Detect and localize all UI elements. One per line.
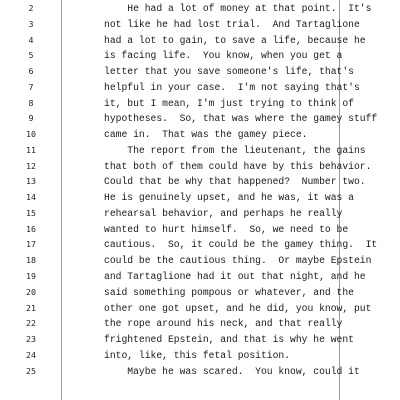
line-text: and Tartaglione had it out that night, and he <box>104 271 366 283</box>
line-number: 18 <box>26 255 36 266</box>
transcript-line <box>0 206 400 222</box>
transcript-line <box>0 301 400 317</box>
transcript-line <box>0 1 400 17</box>
line-number: 14 <box>26 192 36 203</box>
transcript-line <box>0 159 400 175</box>
line-text: could be the cautious thing. Or maybe Epstein <box>104 255 372 267</box>
line-number: 17 <box>26 239 36 250</box>
line-number: 19 <box>26 271 36 282</box>
transcript-line <box>0 48 400 64</box>
transcript-line <box>0 332 400 348</box>
line-number: 7 <box>28 81 34 92</box>
line-number: 5 <box>28 50 34 61</box>
line-number: 3 <box>28 18 34 29</box>
transcript-line <box>0 253 400 269</box>
line-number: 12 <box>26 160 36 171</box>
line-text: rehearsal behavior, and perhaps he really <box>104 207 343 219</box>
line-text: He had a lot of money at that point. It's <box>104 3 372 14</box>
line-text: hypotheses. So, that was where the gamey stuff <box>104 113 378 125</box>
transcript-line <box>0 316 400 332</box>
line-number: 25 <box>26 365 36 376</box>
transcript-line <box>0 111 400 127</box>
transcript-line <box>0 33 400 49</box>
line-number: 20 <box>26 286 36 297</box>
line-text: came in. That was the gamey piece. <box>104 129 308 141</box>
line-text: Could that be why that happened? Number two. <box>104 176 366 188</box>
line-number: 8 <box>28 97 34 108</box>
transcript-line <box>0 222 400 238</box>
line-text: letter that you save someone's life, that's <box>104 66 354 78</box>
line-text: frightened Epstein, and that is why he went <box>104 334 354 346</box>
transcript-line <box>0 237 400 253</box>
transcript-line <box>0 64 400 80</box>
line-number: 6 <box>28 66 34 77</box>
transcript-line <box>0 17 400 33</box>
line-text: helpful in your case. I'm not saying that's <box>104 81 360 93</box>
line-text: that both of them could have by this behavior. <box>104 160 372 172</box>
line-number: 24 <box>26 349 36 360</box>
line-number: 23 <box>26 334 36 345</box>
line-text: it, but I mean, I'm just trying to think of <box>104 97 354 109</box>
line-text: cautious. So, it could be the gamey thing. It <box>104 239 378 251</box>
transcript-line <box>0 269 400 285</box>
line-text: Maybe he was scared. You know, could it <box>104 365 360 377</box>
line-text: He is genuinely upset, and he was, it was a <box>104 192 354 204</box>
line-text: other one got upset, and he did, you know, put <box>104 302 372 314</box>
line-number: 4 <box>28 34 34 45</box>
line-text: not like he had lost trial. And Tartaglione <box>104 18 360 30</box>
transcript-line <box>0 348 400 364</box>
transcript-lines <box>0 1 400 379</box>
line-number: 22 <box>26 318 36 329</box>
line-number: 11 <box>26 144 36 155</box>
transcript-line <box>0 96 400 112</box>
line-text: wanted to hurt himself. So, we need to be <box>104 223 349 235</box>
line-number: 2 <box>28 3 34 13</box>
transcript-line <box>0 285 400 301</box>
transcript-line <box>0 364 400 380</box>
transcript-line <box>0 80 400 96</box>
transcript-line <box>0 143 400 159</box>
line-number: 21 <box>26 302 36 313</box>
line-text: is facing life. You know, when you get a <box>104 50 343 62</box>
transcript-line <box>0 190 400 206</box>
line-text: said something pompous or whatever, and the <box>104 286 354 298</box>
line-number: 9 <box>28 113 34 124</box>
line-text: the rope around his neck, and that really <box>104 318 343 330</box>
line-text: The report from the lieutenant, the gains <box>104 144 366 156</box>
transcript-line <box>0 174 400 190</box>
line-number: 15 <box>26 207 36 218</box>
line-text: into, like, this fetal position. <box>104 349 291 361</box>
line-number: 16 <box>26 223 36 234</box>
transcript-line <box>0 127 400 143</box>
line-number: 10 <box>26 129 36 140</box>
line-text: had a lot to gain, to save a life, because he <box>104 34 366 46</box>
line-number: 13 <box>26 176 36 187</box>
